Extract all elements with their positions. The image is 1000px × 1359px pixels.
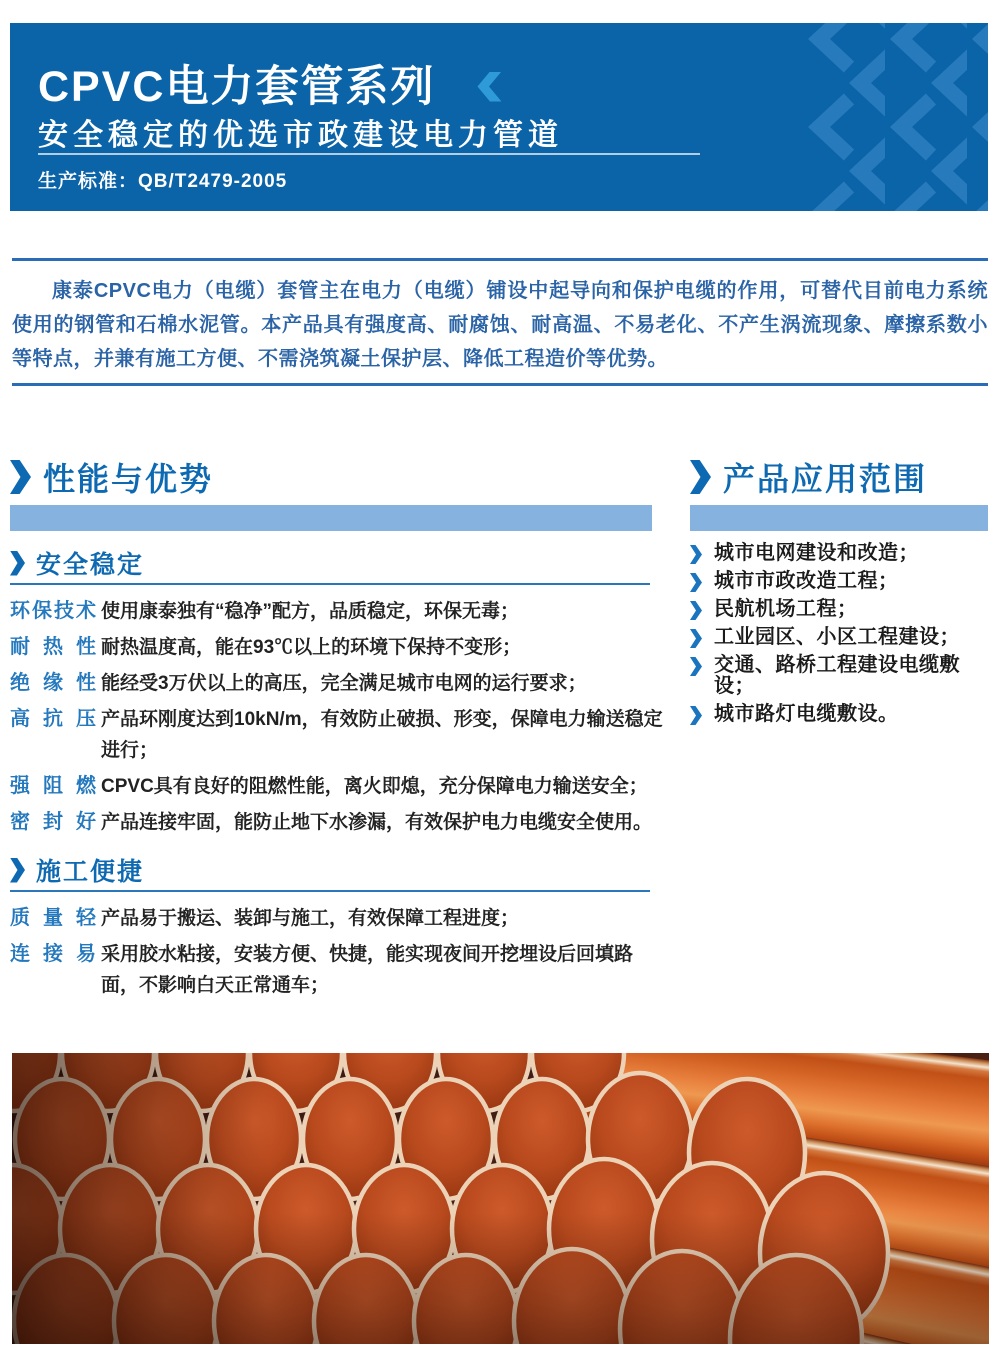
bullet-chevron-icon	[690, 601, 702, 620]
intro-divider-bottom	[12, 383, 988, 386]
applications-header	[690, 455, 988, 499]
feature-label: 环保技术	[10, 600, 96, 622]
feature-label: 强 阻 燃	[10, 775, 96, 797]
feature-row	[10, 668, 665, 699]
feature-row	[10, 903, 665, 934]
subsection-title: 安全稳定	[36, 551, 145, 579]
application-text: 民航机场工程；	[714, 598, 858, 620]
applications-section	[690, 455, 988, 732]
feature-text: 使用康泰独有“稳净”配方，品质稳定，环保无毒；	[101, 601, 520, 622]
application-item	[690, 543, 988, 564]
subsection-header	[10, 546, 665, 580]
application-text: 城市市政改造工程；	[714, 570, 899, 592]
application-text: 工业园区、小区工程建设；	[714, 626, 960, 648]
feature-text: 产品环刚度达到10kN/m，有效防止破损、形变，保障电力输送稳定进行；	[101, 709, 663, 761]
applications-accent-bar	[690, 505, 988, 531]
application-text: 交通、路桥工程建设电缆敷设；	[714, 654, 960, 697]
banner-title-row	[38, 53, 501, 114]
feature-row	[10, 632, 665, 663]
section-chevron-icon	[690, 460, 711, 494]
chevron-pattern-decoration	[803, 23, 988, 211]
feature-text: 产品连接牢固，能防止地下水渗漏，有效保护电力电缆安全使用。	[101, 812, 653, 833]
bullet-chevron-icon	[690, 573, 702, 592]
performance-subsections	[10, 546, 665, 1001]
section-chevron-icon	[10, 460, 31, 494]
performance-title: 性能与优势	[43, 461, 214, 497]
banner-divider	[38, 153, 700, 155]
pipes-illustration	[12, 1053, 989, 1344]
feature-label: 高 抗 压	[10, 708, 96, 730]
application-text: 城市电网建设和改造；	[714, 542, 919, 564]
application-item	[690, 627, 988, 648]
performance-header	[10, 455, 665, 499]
feature-text: 采用胶水粘接，安装方便、快捷，能实现夜间开挖埋设后回填路面，不影响白天正常通车；	[101, 944, 634, 996]
application-item	[690, 655, 988, 697]
performance-section	[10, 455, 665, 1006]
performance-accent-bar	[10, 505, 652, 531]
bullet-chevron-icon	[690, 629, 702, 648]
subsection-underline	[10, 890, 650, 892]
feature-text: 耐热温度高，能在93℃以上的环境下保持不变形；	[101, 637, 522, 658]
application-item	[690, 704, 988, 725]
bullet-chevron-icon	[690, 545, 702, 564]
subsection-underline	[10, 583, 650, 585]
feature-text: CPVC具有良好的阻燃性能，离火即熄，充分保障电力输送安全；	[101, 776, 648, 797]
title-chevron-icon	[477, 72, 501, 102]
page-title: CPVC电力套管系列	[38, 63, 436, 111]
feature-label: 连 接 易	[10, 943, 96, 965]
performance-subsection	[10, 853, 665, 1001]
application-item	[690, 571, 988, 592]
feature-label: 密 封 好	[10, 811, 96, 833]
feature-label: 质 量 轻	[10, 907, 96, 929]
feature-row	[10, 596, 665, 627]
subsection-chevron-icon	[10, 858, 25, 883]
applications-title: 产品应用范围	[723, 461, 928, 497]
subsection-chevron-icon	[10, 551, 25, 576]
feature-text: 能经受3万伏以上的高压，完全满足城市电网的运行要求；	[101, 673, 587, 694]
production-standard: 生产标准：QB/T2479-2005	[38, 171, 288, 192]
bullet-chevron-icon	[690, 657, 702, 676]
feature-row	[10, 939, 665, 1001]
product-photo-pipes	[12, 1053, 989, 1344]
intro-paragraph: 康泰CPVC电力（电缆）套管主在电力（电缆）铺设中起导向和保护电缆的作用，可替代目前电力系统使用的钢管和石棉水泥管。本产品具有强度高、耐腐蚀、耐高温、不易老化、不产生涡流现象、摩擦系数小等特点，并兼有施工方便、不需浇筑凝土保护层、降低工程造价等优势。	[12, 280, 988, 370]
feature-label: 绝 缘 性	[10, 672, 96, 694]
application-item	[690, 599, 988, 620]
feature-list	[10, 596, 665, 838]
feature-label: 耐 热 性	[10, 636, 96, 658]
feature-row	[10, 704, 665, 766]
application-text: 城市路灯电缆敷设。	[714, 703, 899, 725]
subsection-header	[10, 853, 665, 887]
bullet-chevron-icon	[690, 706, 702, 725]
feature-list	[10, 903, 665, 1001]
feature-row	[10, 807, 665, 838]
intro-divider-top	[12, 258, 988, 261]
feature-row	[10, 771, 665, 802]
feature-text: 产品易于搬运、装卸与施工，有效保障工程进度；	[101, 908, 520, 929]
applications-list	[690, 543, 988, 725]
subsection-title: 施工便捷	[36, 858, 145, 886]
header-banner	[10, 23, 988, 211]
performance-subsection	[10, 546, 665, 838]
page-subtitle: 安全稳定的优选市政建设电力管道	[38, 119, 563, 152]
